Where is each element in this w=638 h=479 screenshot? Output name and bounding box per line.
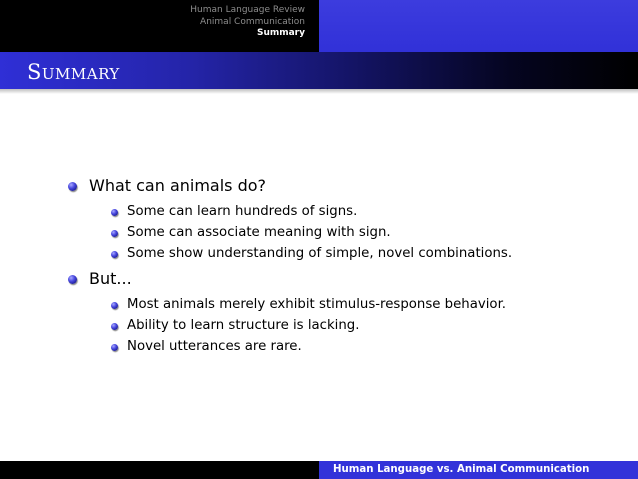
- footer-right-panel: [319, 461, 638, 479]
- bullet-icon: [111, 323, 118, 330]
- sub-list-item: Ability to learn structure is lacking.: [127, 318, 360, 333]
- footer-presentation-title: Human Language vs. Animal Communication: [333, 464, 590, 475]
- nav-section-animal-communication[interactable]: Animal Communication: [200, 16, 305, 27]
- footer-bar: [0, 461, 638, 479]
- bullet-icon: [111, 344, 118, 351]
- frame-title: Summary: [27, 60, 120, 84]
- bullet-icon: [68, 182, 77, 191]
- bullet-icon: [111, 302, 118, 309]
- bullet-icon: [68, 275, 77, 284]
- nav-section-summary[interactable]: Summary: [256, 28, 305, 38]
- sub-list-item: Some can associate meaning with sign.: [127, 225, 391, 240]
- bullet-icon: [111, 209, 118, 216]
- bullet-icon: [111, 251, 118, 258]
- sub-list-item: Some can learn hundreds of signs.: [127, 204, 358, 219]
- sub-list-item: Some show understanding of simple, novel combinations.: [127, 246, 513, 261]
- sub-list-item: Most animals merely exhibit stimulus-response behavior.: [127, 297, 507, 312]
- sub-list-item: Novel utterances are rare.: [127, 339, 302, 354]
- bullet-icon: [111, 230, 118, 237]
- footer-left-panel: [0, 461, 319, 479]
- nav-section-human-language-review[interactable]: Human Language Review: [190, 5, 305, 15]
- list-item: But...: [89, 269, 132, 288]
- list-item: What can animals do?: [89, 176, 267, 195]
